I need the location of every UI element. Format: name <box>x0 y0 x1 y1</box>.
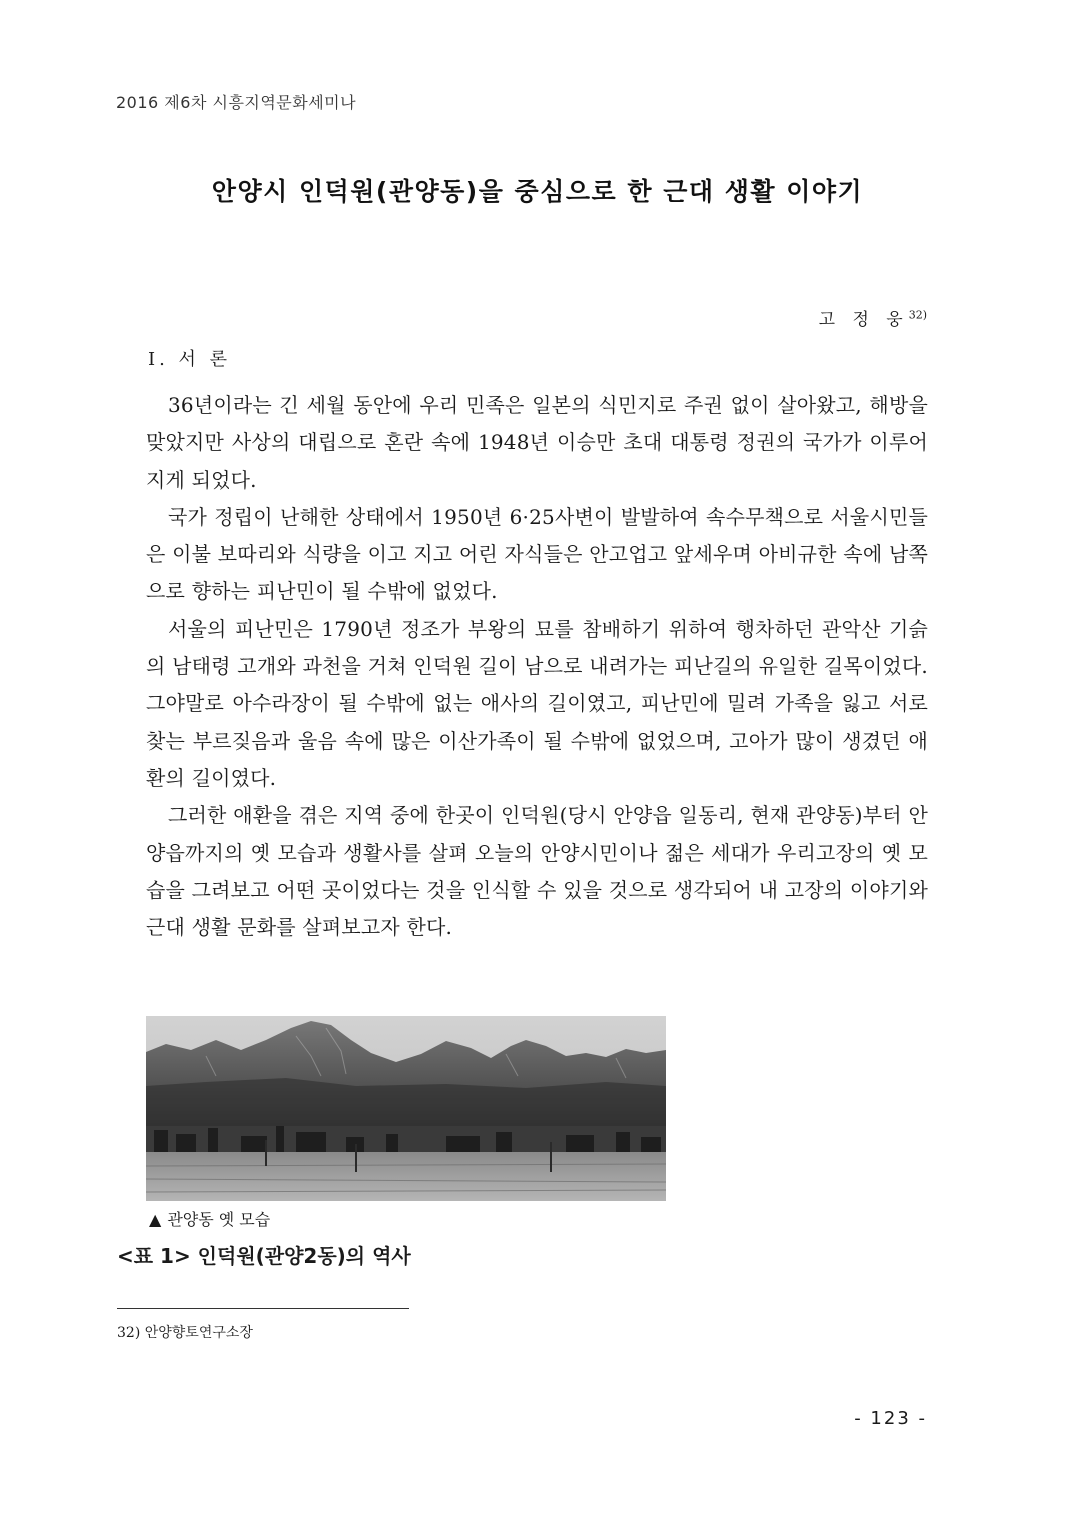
section-heading: Ⅰ. 서 론 <box>148 349 232 370</box>
author-name: 고 정 웅 <box>818 310 909 330</box>
photo-illustration <box>146 1016 666 1201</box>
running-head: 2016 제6차 시흥지역문화세미나 <box>116 93 357 112</box>
page-number: - 123 - <box>854 1408 927 1429</box>
figure-caption <box>149 1207 270 1230</box>
footnote-ref[interactable]: 32) <box>908 308 927 322</box>
paragraph: 36년이라는 긴 세월 동안에 우리 민족은 일본의 식민지로 주권 없이 살아왔고, 해방을 맞았지만 사상의 대립으로 혼란 속에 1948년 이승만 초대 대통령 정권의 국가가 이루어지게 되었다. <box>146 393 928 492</box>
body-text <box>146 387 928 946</box>
caption-text: 관양동 옛 모습 <box>167 1210 271 1229</box>
paragraph: 국가 정립이 난해한 상태에서 1950년 6·25사변이 발발하여 속수무책으로 서울시민들은 이불 보따리와 식량을 이고 지고 어린 자식들은 안고업고 앞세우며 아비규한 속에 남쪽으로 향하는 피난민이 될 수밖에 없었다. <box>146 504 928 604</box>
triangle-icon: ▲ <box>149 1210 162 1229</box>
document-title: 안양시 인덕원(관양동)을 중심으로 한 근대 생활 이야기 <box>211 177 864 206</box>
author-line <box>819 305 927 330</box>
footnote-divider <box>117 1308 409 1309</box>
footnote: 32) 안양향토연구소장 <box>117 1325 253 1341</box>
paragraph: 서울의 피난민은 1790년 정조가 부왕의 묘를 참배하기 위하여 행차하던 관악산 기슭의 남태령 고개와 과천을 거쳐 인덕원 길이 남으로 내려가는 피난길의 유일한 길목이었다. 그야말로 아수라장이 될 수밖에 없는 애사의 길이였고, 피난민에 밀려 가족을 잃고 서로 찾는 부르짖음과 울음 속에 많은 이산가족이 될 수밖에 없었으며, 고아가 많이 생겼던 애환의 길이였다. <box>146 616 928 790</box>
historic-landscape-photo <box>146 1016 666 1201</box>
table-title: <표 1> 인덕원(관양2동)의 역사 <box>117 1244 411 1268</box>
paragraph: 그러한 애환을 겪은 지역 중에 한곳이 인덕원(당시 안양읍 일동리, 현재 관양동)부터 안양읍까지의 옛 모습과 생활사를 살펴 오늘의 안양시민이나 젊은 세대가 우리고장의 옛 모습을 그려보고 어떤 곳이었다는 것을 인식할 수 있을 것으로 생각되어 내 고장의 이야기와 근대 생활 문화를 살펴보고자 한다. <box>146 803 928 940</box>
